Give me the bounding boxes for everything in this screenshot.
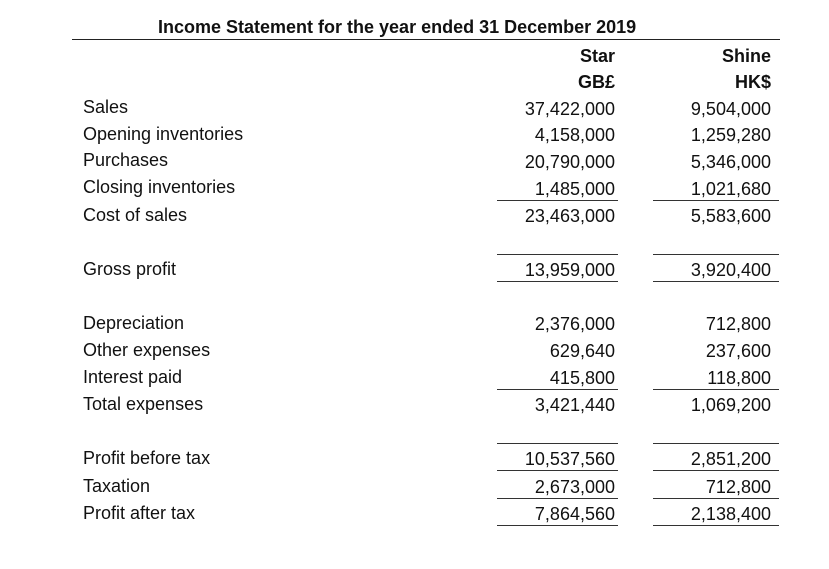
value-shine-sales: 9,504,000 [690,99,771,119]
value-shine-total-expenses: 1,069,200 [690,395,771,415]
rule-shine-above-gross-profit [653,254,779,255]
value-star-other-expenses: 629,640 [549,341,615,361]
value-star-gross-profit: 13,959,000 [524,260,615,280]
value-shine-depreciation: 712,800 [705,314,771,334]
value-shine-cost-of-sales: 5,583,600 [690,206,771,226]
value-shine-profit-after-tax: 2,138,400 [690,504,771,524]
row-label-sales: Sales [83,97,129,117]
rule-star-above-profit-before-tax [497,443,618,444]
value-star-taxation: 2,673,000 [534,477,615,497]
row-label-total-expenses: Total expenses [83,394,204,414]
value-star-depreciation: 2,376,000 [534,314,615,334]
value-shine-closing-inventories: 1,021,680 [690,179,771,199]
row-label-profit-before-tax: Profit before tax [83,448,211,468]
rule-shine-above-profit-before-tax [653,443,779,444]
value-star-profit-after-tax: 7,864,560 [534,504,615,524]
row-label-opening-inventories: Opening inventories [83,124,244,144]
title-underline [72,39,780,40]
value-shine-taxation: 712,800 [705,477,771,497]
rule-shine-taxation [653,498,779,499]
statement-title: Income Statement for the year ended 31 December 2019 [158,17,637,37]
row-label-cost-of-sales: Cost of sales [83,205,188,225]
rule-star-interest-paid [497,389,618,390]
row-label-taxation: Taxation [83,476,151,496]
value-star-profit-before-tax: 10,537,560 [524,449,615,469]
rule-star-gross-profit [497,281,618,282]
value-star-sales: 37,422,000 [524,99,615,119]
currency-header-shine: HK$ [734,72,771,92]
value-shine-interest-paid: 118,800 [707,368,771,388]
value-star-total-expenses: 3,421,440 [534,395,615,415]
row-label-purchases: Purchases [83,150,169,170]
currency-header-star: GB£ [577,72,615,92]
row-label-gross-profit: Gross profit [83,259,177,279]
row-label-interest-paid: Interest paid [83,367,183,387]
row-label-depreciation: Depreciation [83,313,185,333]
value-shine-profit-before-tax: 2,851,200 [690,449,771,469]
rule-star-above-gross-profit [497,254,618,255]
row-label-closing-inventories: Closing inventories [83,177,236,197]
value-star-interest-paid: 415,800 [549,368,615,388]
rule-star-closing-inventories [497,200,618,201]
value-star-purchases: 20,790,000 [524,152,615,172]
row-label-profit-after-tax: Profit after tax [83,503,196,523]
rule-star-taxation [497,498,618,499]
column-header-shine: Shine [721,46,771,66]
rule-shine-closing-inventories [653,200,779,201]
rule-shine-profit-before-tax [653,470,779,471]
value-shine-gross-profit: 3,920,400 [690,260,771,280]
value-shine-other-expenses: 237,600 [705,341,771,361]
row-label-other-expenses: Other expenses [83,340,211,360]
value-shine-opening-inventories: 1,259,280 [690,125,771,145]
value-star-opening-inventories: 4,158,000 [534,125,615,145]
column-header-star: Star [579,46,615,66]
value-star-closing-inventories: 1,485,000 [534,179,615,199]
value-star-cost-of-sales: 23,463,000 [524,206,615,226]
rule-star-profit-after-tax [497,525,618,526]
rule-shine-profit-after-tax [653,525,779,526]
rule-shine-gross-profit [653,281,779,282]
rule-shine-interest-paid [653,389,779,390]
value-shine-purchases: 5,346,000 [690,152,771,172]
rule-star-profit-before-tax [497,470,618,471]
